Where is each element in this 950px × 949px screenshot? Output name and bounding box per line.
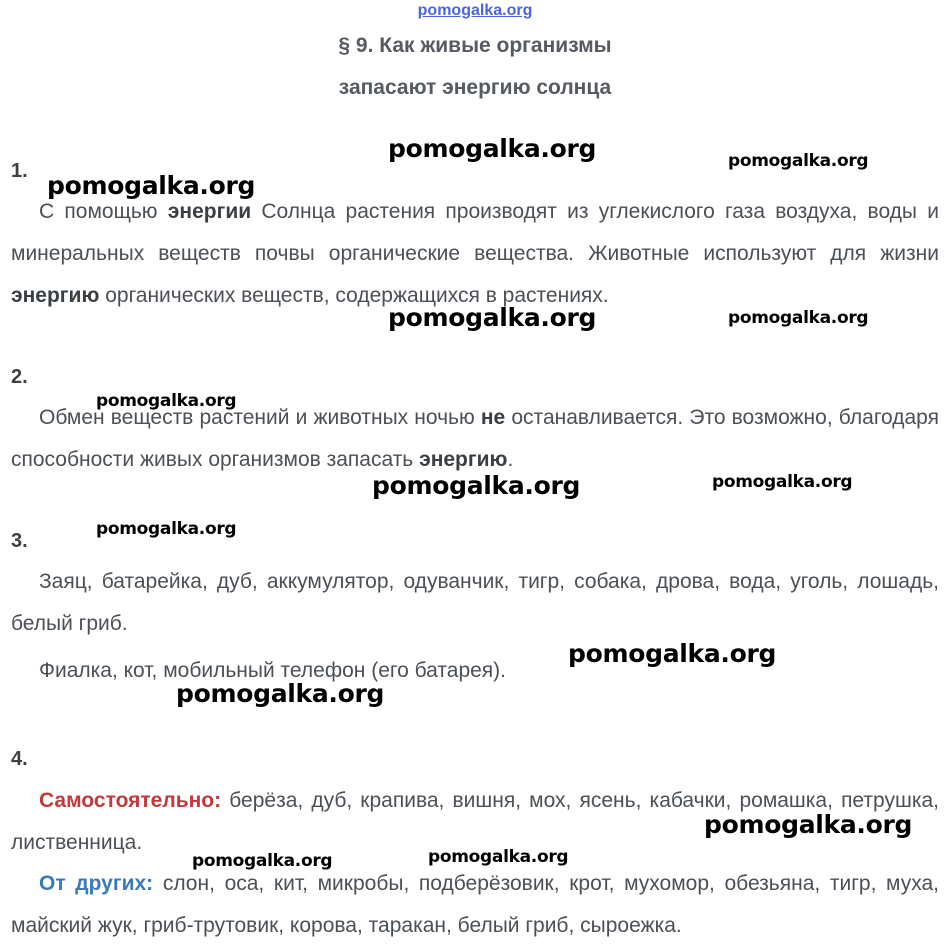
page-title-line-2: запасают энергию солнца xyxy=(338,76,612,99)
others-list: слон, оса, кит, микробы, подберёзовик, крот, мухомор, обезьяна, тигр, муха, майский жук, гриб-трутовик, корова, таракан, белый гриб, сыроежка. xyxy=(11,872,939,937)
answer-2-part: Обмен веществ растений и животных ночью xyxy=(39,406,481,429)
answer-2-bold: не xyxy=(480,406,506,429)
answer-1-part: органических веществ, содержащихся в растениях. xyxy=(99,284,609,307)
answer-2-bold: энергию xyxy=(419,448,508,471)
answer-1-part: Солнца растения производят из углекислого газа воздуха, воды и минеральных веществ почвы органические вещества. Животные используют для жизни xyxy=(11,200,939,265)
answer-3-number: 3. xyxy=(11,530,28,552)
watermark: pomogalka.org xyxy=(47,171,256,200)
others-label: От других: xyxy=(39,872,154,895)
watermark: pomogalka.org xyxy=(568,639,777,668)
watermark: pomogalka.org xyxy=(176,679,385,708)
watermark: pomogalka.org xyxy=(704,810,913,839)
answer-1-number: 1. xyxy=(11,160,28,182)
answer-3-text-1: Заяц, батарейка, дуб, аккумулятор, одуванчик, тигр, собака, дрова, вода, уголь, лошадь, белый гриб. xyxy=(11,570,939,635)
watermark: pomogalka.org xyxy=(372,471,581,500)
watermark: pomogalka.org xyxy=(388,134,597,163)
self-list: берёза, дуб, крапива, вишня, мох, ясень, кабачки, ромашка, петрушка, лиственница. xyxy=(11,789,939,854)
answer-1-text xyxy=(11,191,939,317)
answer-4-others xyxy=(11,863,939,947)
watermark: pomogalka.org xyxy=(96,519,237,539)
answer-3-line-1 xyxy=(11,561,939,645)
watermark: pomogalka.org xyxy=(192,851,333,871)
watermark: pomogalka.org xyxy=(712,472,853,492)
answer-4-number: 4. xyxy=(11,748,28,770)
watermark: pomogalka.org xyxy=(728,151,869,171)
watermark: pomogalka.org xyxy=(428,847,569,867)
answer-2-part: останавливается. Это возможно, благодаря способности живых организмов запасать xyxy=(11,406,939,471)
answer-2-number: 2. xyxy=(11,366,28,388)
page-title-line-1: § 9. Как живые организмы xyxy=(338,34,612,57)
answer-1-bold: энергии xyxy=(167,200,252,223)
answer-3-line-2 xyxy=(11,650,939,692)
watermark: pomogalka.org xyxy=(388,303,597,332)
answer-2-part: . xyxy=(507,448,514,471)
answer-3-text-2: Фиалка, кот, мобильный телефон (его батарея). xyxy=(39,659,507,682)
answer-1-part: С помощью xyxy=(39,200,168,223)
answer-1-bold: энергию xyxy=(11,284,100,307)
site-link[interactable]: pomogalka.org xyxy=(417,2,533,19)
watermark: pomogalka.org xyxy=(96,391,237,411)
watermark: pomogalka.org xyxy=(728,308,869,328)
self-label: Самостоятельно: xyxy=(39,789,222,812)
